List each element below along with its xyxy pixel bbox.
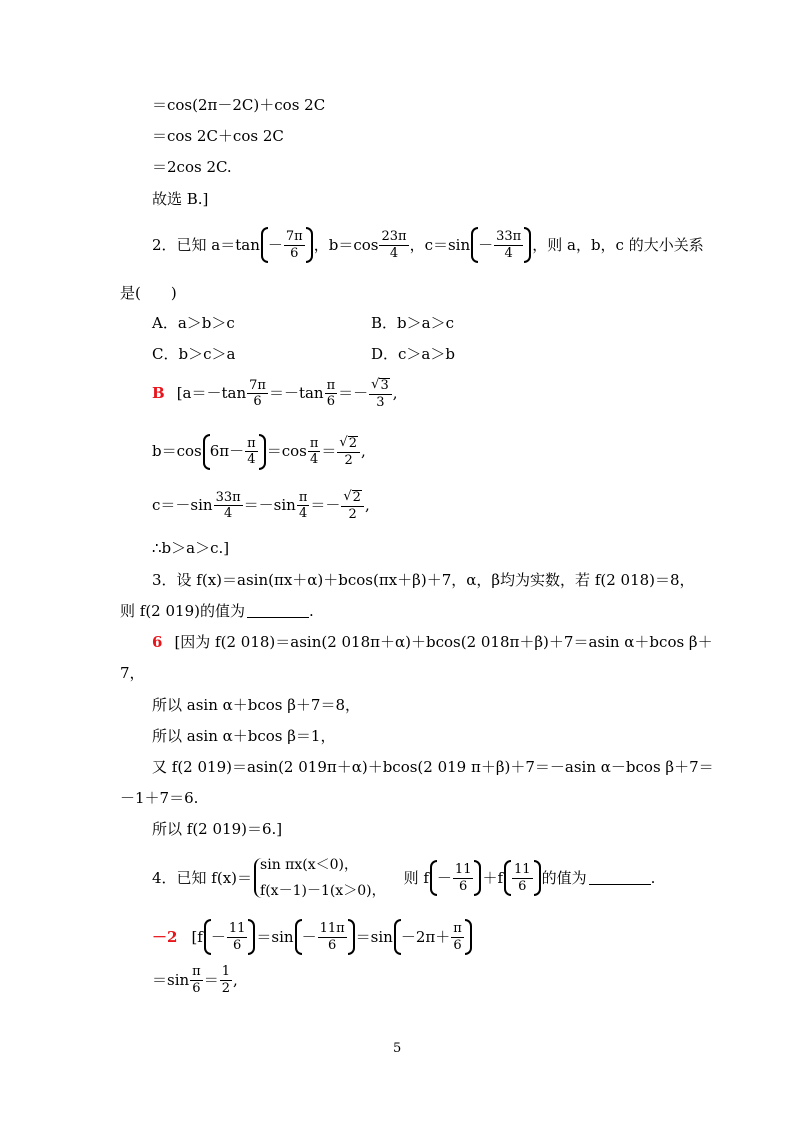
answer-2-conclusion: ∴b＞a＞c.] bbox=[152, 539, 230, 557]
answer-2-line-b: b＝cos 6π－ $\frac{\pi}{4}$ ＝cos $\frac{\pi}{4}$ ＝ √ 2 2 , bbox=[152, 435, 366, 468]
answer-3-value: 6 bbox=[152, 633, 163, 651]
option-c: C．b＞c＞a bbox=[152, 345, 236, 363]
answer-choice-line: 故选 B.] bbox=[152, 190, 209, 208]
question-2: 2．已知 a＝tan － $\frac{7\pi}{6}$ ，b＝cos $\frac{23\pi}{4}$ ，c＝sin － $\frac{33\pi}{4}$ ，则 a，b，c 的大小关系 bbox=[152, 229, 704, 261]
answer-blank bbox=[247, 605, 309, 618]
answer-2-letter: B bbox=[152, 384, 165, 403]
answer-3-line7: 所以 f(2 019)＝6.] bbox=[152, 820, 283, 838]
piecewise-brace: sin πx(x＜0)， f(x－1)－1(x＞0)， bbox=[254, 858, 386, 898]
option-b: B．b＞a＞c bbox=[371, 314, 454, 332]
question-3-line1: 3．设 f(x)＝asin(πx＋α)＋bcos(πx＋β)＋7，α，β均为实数，若 f(2 018)＝8， bbox=[152, 571, 695, 589]
paren-group: － $\frac{33\pi}{4}$ bbox=[471, 230, 531, 260]
answer-4-line2: ＝sin $\frac{\pi}{6}$ ＝ $\frac{1}{2}$ , bbox=[152, 964, 238, 996]
question-4: 4．已知 f(x)＝ sin πx(x＜0)， f(x－1)－1(x＞0)， 则 f － $\frac{11}{6}$ ＋f $\frac{11}{6}$ 的值为 . bbox=[152, 857, 656, 899]
answer-4-line1: －2 [f － $\frac{11}{6}$ ＝sin － $\frac{11\pi}{6}$ ＝sin －2π＋ $\frac{\pi}{6}$ bbox=[152, 922, 473, 952]
paren-group: － $\frac{11}{6}$ bbox=[430, 863, 482, 893]
paren-group: － $\frac{11\pi}{6}$ bbox=[295, 922, 355, 952]
answer-4-value: －2 bbox=[152, 927, 178, 946]
question-2-line2: 是( ) bbox=[120, 284, 177, 302]
option-d: D．c＞a＞b bbox=[371, 345, 455, 363]
answer-3-line5: 又 f(2 019)＝asin(2 019π＋α)＋bcos(2 019 π＋β)＋7＝－asin α－bcos β＋7＝ bbox=[152, 758, 714, 776]
eq-line-2: ＝cos 2C＋cos 2C bbox=[152, 127, 284, 145]
question-3-line2: 则 f(2 019)的值为 . bbox=[120, 602, 314, 620]
answer-3-line2: 7， bbox=[120, 664, 145, 682]
answer-2-line-a: B [a＝－tan $\frac{7\pi}{6}$ ＝－tan $\frac{\pi}{6}$ ＝－ √ 3 3 , bbox=[152, 377, 398, 410]
paren-group: $\frac{11}{6}$ bbox=[504, 863, 541, 893]
paren-group: － $\frac{7\pi}{6}$ bbox=[261, 230, 313, 260]
eq-line-1: ＝cos(2π－2C)＋cos 2C bbox=[152, 96, 326, 114]
paren-group: － $\frac{11}{6}$ bbox=[204, 922, 256, 952]
paren-group: －2π＋ $\frac{\pi}{6}$ bbox=[394, 922, 472, 952]
answer-blank bbox=[589, 872, 651, 885]
answer-3-line1: 6 [因为 f(2 018)＝asin(2 018π＋α)＋bcos(2 018π＋β)＋7＝asin α＋bcos β＋ bbox=[152, 633, 713, 651]
answer-3-line3: 所以 asin α＋bcos β＋7＝8， bbox=[152, 696, 361, 714]
option-a: A．a＞b＞c bbox=[152, 314, 235, 332]
page-number: 5 bbox=[393, 1041, 402, 1056]
paren-group: 6π－ $\frac{\pi}{4}$ bbox=[203, 437, 266, 467]
answer-3-line4: 所以 asin α＋bcos β＝1， bbox=[152, 727, 336, 745]
eq-line-3: ＝2cos 2C. bbox=[152, 158, 232, 176]
answer-2-line-c: c＝－sin $\frac{33\pi}{4}$ ＝－sin $\frac{\pi}{4}$ ＝－ √ 2 2 , bbox=[152, 489, 370, 522]
answer-3-line6: －1＋7＝6. bbox=[120, 789, 199, 807]
